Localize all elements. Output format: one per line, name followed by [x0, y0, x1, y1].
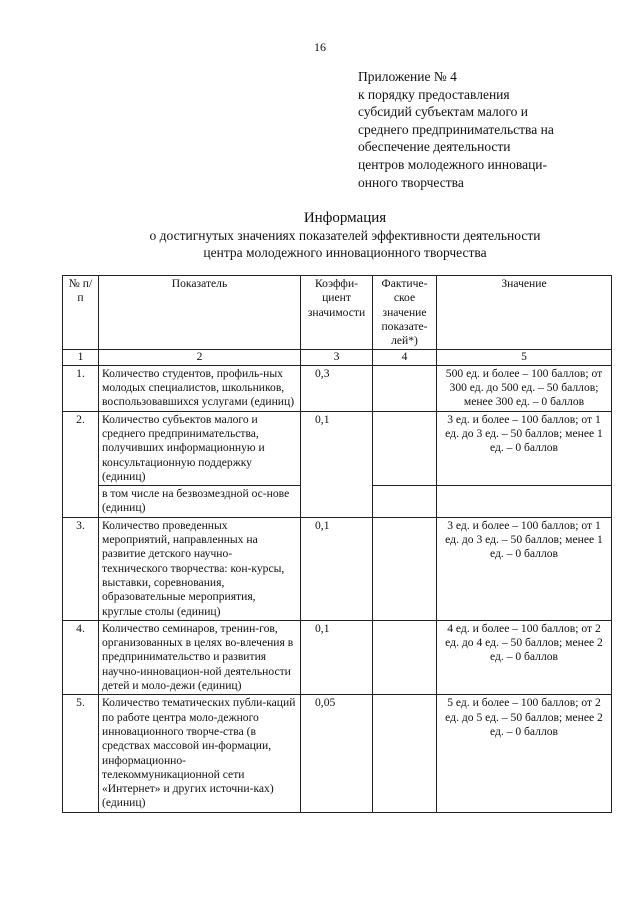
header-indicator: Показатель — [99, 276, 301, 350]
header-fact: Фактиче-ское значение показате-лей*) — [373, 276, 437, 350]
row-scoring: 3 ед. и более – 100 баллов; от 1 ед. до 3 ед. – 50 баллов; менее 1 ед. – 0 баллов — [437, 411, 612, 485]
row-sub-indicator: в том числе на безвозмездной ос-нове (единиц) — [99, 486, 301, 518]
title-subtitle-line-2: центра молодежного инновационного творчества — [203, 245, 487, 260]
column-number: 4 — [373, 350, 437, 365]
page-number: 16 — [314, 40, 326, 54]
table-header-row — [63, 276, 612, 350]
row-scoring: 5 ед. и более – 100 баллов; от 2 ед. до 5 ед. – 50 баллов; менее 2 ед. – 0 баллов — [437, 695, 612, 812]
row-coefficient: 0,1 — [301, 411, 373, 517]
appendix-line: Приложение № 4 — [358, 69, 457, 84]
appendix-line: субсидий субъектам малого и — [358, 104, 529, 120]
appendix-line: центров молодежного инноваци- — [358, 156, 548, 172]
row-scoring: 4 ед. и более – 100 баллов; от 2 ед. до 4 ед. – 50 баллов; менее 2 ед. – 0 баллов — [437, 620, 612, 694]
column-number: 3 — [301, 350, 373, 365]
row-coefficient: 0,1 — [301, 620, 373, 694]
column-number: 2 — [99, 350, 301, 365]
appendix-line: к порядку предоставления — [358, 86, 510, 102]
row-indicator: Количество студентов, профиль-ных молодых специалистов, школьников, воспользовавшихся услугами (единиц) — [99, 365, 301, 411]
appendix-block — [358, 68, 623, 191]
table-row — [63, 620, 612, 694]
row-coefficient: 0,05 — [301, 695, 373, 812]
row-sub-fact-value — [373, 486, 437, 518]
row-indicator: Количество субъектов малого и среднего предпринимательства, получивших информационную и консультационную поддержку (единиц) — [99, 411, 301, 485]
row-fact-value — [373, 695, 437, 812]
row-number: 4. — [63, 620, 99, 694]
header-num: № п/п — [63, 276, 99, 350]
row-indicator: Количество проведенных мероприятий, направленных на развитие детского научно-технического творчества: кон-курсы, выставки, соревнования, образовательные мероприятия, круглые столы (единиц) — [99, 517, 301, 620]
row-number: 2. — [63, 411, 99, 517]
row-fact-value — [373, 517, 437, 620]
table-row — [63, 695, 612, 812]
row-number: 3. — [63, 517, 99, 620]
row-fact-value — [373, 411, 437, 485]
row-scoring: 500 ед. и более – 100 баллов; от 300 ед. до 500 ед. – 50 баллов; менее 300 ед. – 0 баллов — [437, 365, 612, 411]
row-scoring: 3 ед. и более – 100 баллов; от 1 ед. до 3 ед. – 50 баллов; менее 1 ед. – 0 баллов — [437, 517, 612, 620]
table-row — [63, 411, 612, 485]
row-fact-value — [373, 620, 437, 694]
document-title — [0, 210, 640, 261]
table-row — [63, 365, 612, 411]
row-fact-value — [373, 365, 437, 411]
column-number: 5 — [437, 350, 612, 365]
title-main: Информация — [303, 210, 387, 226]
row-coefficient: 0,1 — [301, 517, 373, 620]
title-subtitle-line-1: о достигнутых значениях показателей эффективности деятельности — [149, 228, 541, 243]
row-coefficient: 0,3 — [301, 365, 373, 411]
row-number: 1. — [63, 365, 99, 411]
column-number: 1 — [63, 350, 99, 365]
appendix-line: онного творчества — [358, 174, 464, 190]
table-row — [63, 517, 612, 620]
indicators-table — [62, 275, 612, 813]
appendix-line: обеспечение деятельности — [358, 139, 511, 155]
row-indicator: Количество тематических публи-каций по работе центра моло-дежного инновационного творче-ства (в средствах массовой ин-формации, информационно-телекоммуникационной сети «Интернет» и других источни-ках) (единиц) — [99, 695, 301, 812]
row-number: 5. — [63, 695, 99, 812]
row-indicator: Количество семинаров, тренин-гов, организованных в целях во-влечения в предпринимательство и развития научно-инновацион-ной деятельности детей и моло-дежи (единиц) — [99, 620, 301, 694]
header-coefficient: Коэффи-циент значимости — [301, 276, 373, 350]
header-value: Значение — [437, 276, 612, 350]
column-numbering-row — [63, 350, 612, 365]
row-sub-scoring — [437, 486, 612, 518]
appendix-line: среднего предпринимательства на — [358, 121, 554, 137]
